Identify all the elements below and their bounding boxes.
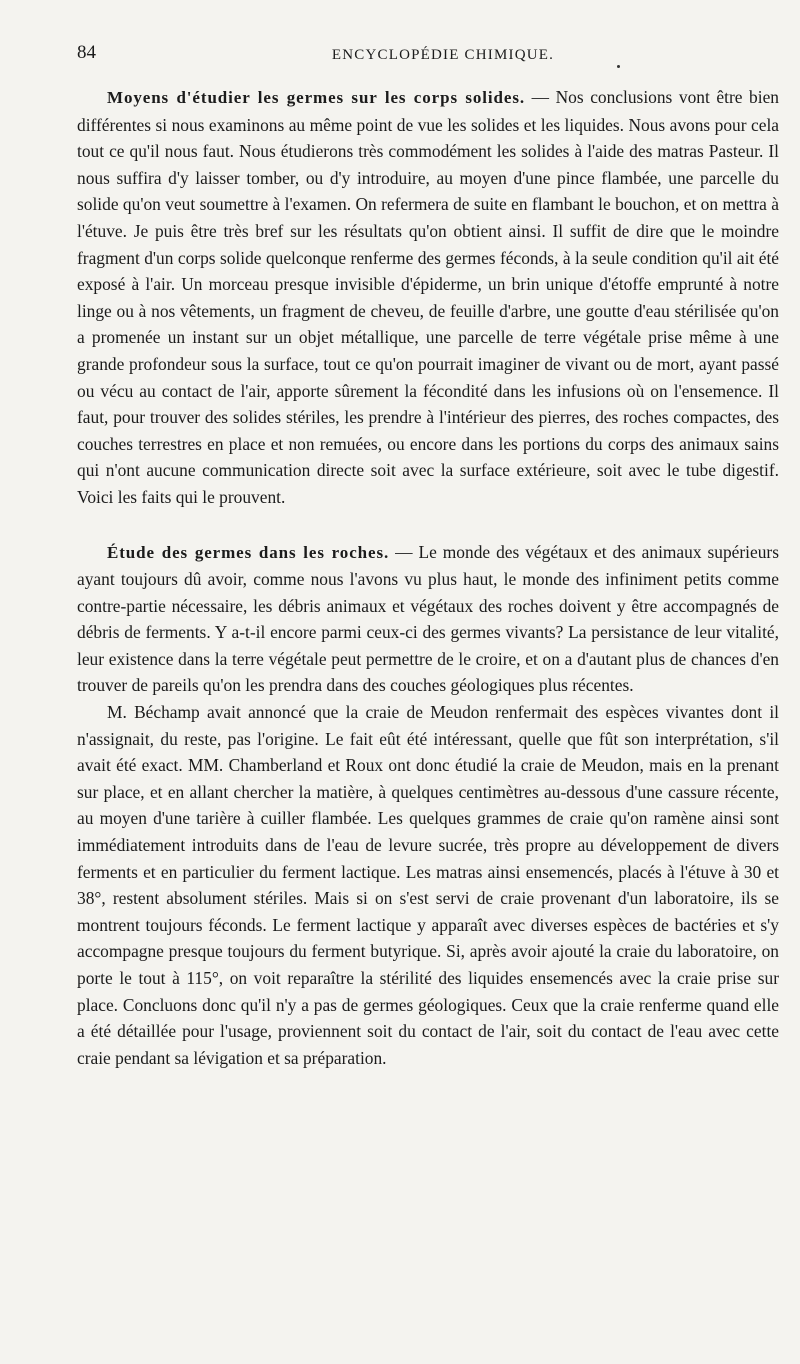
page-number: 84 xyxy=(77,42,96,63)
section-2-text-1: Le monde des végétaux et des animaux supérieurs ayant toujours dû avoir, comme nous l'avons vu plus haut, le monde des infiniment petits comme contre-partie nécessaire, les débris animaux et végétaux des roches doivent y être accompagnés de débris de ferments. Y a-t-il encore parmi ceux-ci des germes vivants? La persistance de leur vitalité, leur existence dans la terre végétale peut permettre de le croire, et on a d'autant plus de chances d'en trouver de pareils qu'on les prendra dans des couches géologiques plus récentes. xyxy=(77,541,779,696)
section-2-dash: — xyxy=(389,541,419,562)
section-gap xyxy=(77,511,779,539)
section-2-title: Étude des germes dans les roches. xyxy=(107,542,390,562)
section-2-paragraph-2: M. Béchamp avait annoncé que la craie de Meudon renfermait des espèces vivantes dont il n'assignait, du reste, pas l'origine. Le fait eût été intéressant, quelle que fût son interprétation, s'il avait été exact. MM. Chamberland et Roux ont donc étudié la craie de Meudon, mais en la prenant sur place, et en allant chercher la matière, à quelques centimètres au-dessous d'une cassure récente, au moyen d'une tarière à cuiller flambée. Les quelques grammes de craie qu'on ramène ainsi sont immédiatement introduits dans de l'eau de levure sucrée, très propre au développement de divers ferments et en particulier du ferment lactique. Les matras ainsi ensemencés, placés à l'étuve à 30 et 38°, restent absolument stériles. Mais si on s'est servi de craie provenant d'un laboratoire, ils se montrent toujours féconds. Le ferment lactique y apparaît avec diverses espèces de bactéries et s'y accompagne presque toujours du ferment butyrique. Si, après avoir ajouté la craie du laboratoire, on porte le tout à 115°, on voit reparaître la stérilité des liquides ensemencés avec la craie prise sur place. Concluons donc qu'il n'y a pas de germes géologiques. Ceux que la craie renferme quand elle a été détaillée pour l'usage, proviennent soit du contact de l'air, soit du contact de l'eau avec cette craie pendant sa lévigation et sa préparation. xyxy=(77,702,779,1068)
section-1-title: Moyens d'étudier les germes sur les corps solides. xyxy=(107,88,525,107)
section-2-paragraph-1 xyxy=(77,539,779,700)
section-1-dash: — xyxy=(525,87,556,107)
header-dot xyxy=(617,65,620,68)
running-title: ENCYCLOPÉDIE CHIMIQUE. xyxy=(331,47,555,63)
section-1-paragraph-1 xyxy=(77,84,779,511)
section-1-text: Nos conclusions vont être bien différentes si nous examinons au même point de vue les solides et les liquides. Nous avons pour cela tout ce qu'il nous faut. Nous étudierons très commodément les solides à l'aide des matras Pasteur. Il nous suffira d'y laisser tomber, ou d'y introduire, au moyen d'une pince flambée, une parcelle du solide qu'on veut soumettre à l'examen. On refermera de suite en flambant le bouchon, et on mettra à l'étuve. Je puis être très bref sur les résultats qu'on obtient ainsi. Il suffit de dire que le moindre fragment d'un corps solide quelconque renferme des germes féconds, à la seule condition qu'il ait été exposé à l'air. Un morceau presque invisible d'épiderme, un brin unique d'étoffe emprunté à notre linge ou à nos vêtements, un fragment de cheveu, de feuille d'arbre, une goutte d'eau stérilisée qu'on a promenée un instant sur un objet métallique, une parcelle de terre végétale prise même à une grande profondeur sous la surface, tout ce qu'on pourrait imaginer de vivant ou de mort, ayant passé ou vécu au contact de l'air, apporte sûrement la fécondité dans les infusions où on l'ensemence. Il faut, pour trouver des solides stériles, les prendre à l'intérieur des pierres, des roches compactes, des couches terrestres en place et non remuées, ou encore dans les portions du corps des animaux sains qui n'ont aucune communication directe soit avec la surface extérieure, soit avec le tube digestif. Voici les faits qui le prouvent. xyxy=(77,87,779,507)
page-header xyxy=(77,36,779,66)
